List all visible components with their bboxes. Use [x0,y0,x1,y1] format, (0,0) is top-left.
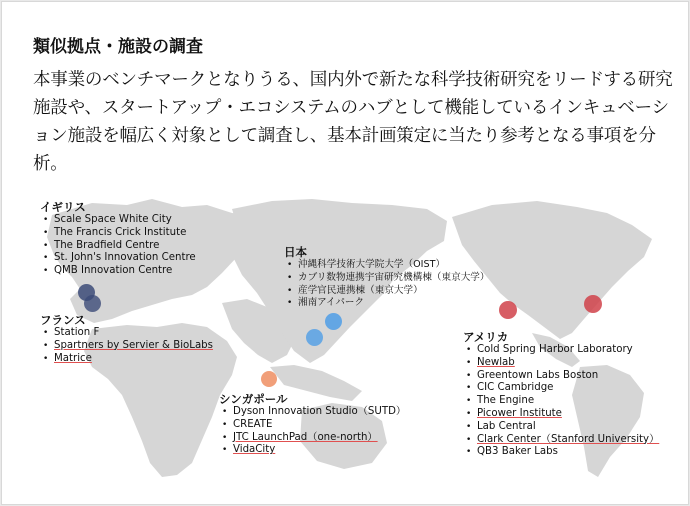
region-uk-label: イギリス [40,200,86,214]
lead-paragraph: 本事業のベンチマークとなりうる、国内外で新たな科学技術研究をリードする研究施設や、スタートアップ・エコシステムのハブとして機能しているインキュベーション施設を幅広く対象として調査し、基本計画策定に当たり参考となる事項を分析。 [33,70,673,174]
list-item: • Scale Space White City [40,214,196,227]
list-item: • カブリ数物連携宇宙研究機構棟（東京大学） [284,272,490,285]
list-item: • QMB Innovation Centre [40,265,196,278]
region-singapore-label: シンガポール [219,392,288,406]
list-item: • JTC LaunchPad（one-north） [219,432,406,445]
slide-card [1,1,689,505]
list-item: • Greentown Labs Boston [463,370,659,383]
list-item: • Matrice [40,353,213,366]
page-title: 類似拠点・施設の調査 [33,37,203,57]
list-item: • The Engine [463,395,659,408]
list-item: • The Bradfield Centre [40,240,196,253]
region-japan-label: 日本 [284,245,307,259]
list-item: • Cold Spring Harbor Laboratory [463,344,659,357]
list-item: • 沖縄科学技術大学院大学（OIST） [284,259,490,272]
region-singapore-list [219,406,406,457]
list-item: • 産学官民連携棟（東京大学） [284,285,490,298]
list-item: • Picower Institute [463,408,659,421]
list-item: • Spartners by Servier & BioLabs [40,340,213,353]
usa-marker-east [584,295,602,313]
list-item: • Station F [40,327,213,340]
list-item: • The Francis Crick Institute [40,227,196,240]
list-item: • CREATE [219,419,406,432]
list-item: • Clark Center（Stanford University） [463,434,659,447]
region-usa-label: アメリカ [463,330,509,344]
list-item: • 湘南アイパーク [284,297,490,310]
region-japan-list [284,259,490,310]
region-uk [40,200,196,278]
list-item: • Lab Central [463,421,659,434]
list-item: • Dyson Innovation Studio（SUTD） [219,406,406,419]
uk-marker-2 [84,295,101,312]
region-singapore [219,392,406,457]
usa-marker-west [499,301,517,319]
region-usa-list [463,344,659,459]
region-japan [284,245,490,310]
list-item: • VidaCity [219,444,406,457]
list-item: • St. John's Innovation Centre [40,252,196,265]
japan-marker-1 [325,313,342,330]
region-usa [463,330,659,459]
singapore-marker [261,371,277,387]
region-france [40,313,213,365]
region-france-list [40,327,213,365]
list-item: • CIC Cambridge [463,382,659,395]
list-item: • QB3 Baker Labs [463,446,659,459]
japan-marker-2 [306,329,323,346]
region-uk-list [40,214,196,278]
region-france-label: フランス [40,313,86,327]
list-item: • Newlab [463,357,659,370]
